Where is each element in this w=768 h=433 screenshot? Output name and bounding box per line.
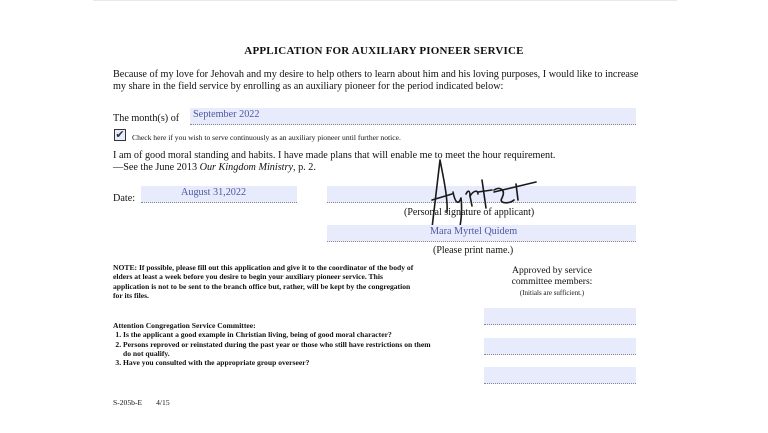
signature-caption: (Personal signature of applicant) <box>404 207 535 218</box>
reference-suffix: , p. 2. <box>292 162 316 174</box>
attention-section <box>113 321 433 367</box>
checkmark-icon: ✔ <box>115 129 125 141</box>
initials-field-1[interactable] <box>484 308 636 325</box>
initials-field-3[interactable] <box>484 367 636 384</box>
approval-heading <box>494 265 610 299</box>
reference-title: Our Kingdom Ministry <box>199 162 293 174</box>
question-item: 2. Persons reproved or reinstated during the past year or those who still have restrictions on them do not qualify. <box>123 340 433 359</box>
approval-line-2: committee members: <box>511 276 593 288</box>
date-label: Date: <box>113 193 136 204</box>
date-field[interactable] <box>141 186 297 203</box>
month-field[interactable] <box>190 108 636 125</box>
approval-line-1: Approved by service <box>512 265 592 276</box>
reference-prefix: —See the June 2013 <box>113 162 198 174</box>
initials-field-2[interactable] <box>484 338 636 355</box>
moral-text: I am of good moral standing and habits. I have made plans that will enable me to meet the hour requirement. <box>113 150 556 161</box>
form-title: APPLICATION FOR AUXILIARY PIONEER SERVICE <box>244 45 524 57</box>
question-item: 1. Is the applicant a good example in Christian living, being of good moral character? <box>123 330 433 339</box>
attention-title: Attention Congregation Service Committee: <box>113 321 256 330</box>
printed-name-caption: (Please print name.) <box>433 245 514 256</box>
form-footer <box>113 398 170 407</box>
checkbox-label: Check here if you wish to serve continuously as an auxiliary pioneer until further notice. <box>132 133 401 142</box>
intro-paragraph: Because of my love for Jehovah and my desire to help others to learn about him and his loving purposes, I would like to increase my share in the field service by enrolling as an auxiliary pioneer for the period indicated below: <box>113 69 639 92</box>
question-item: 3. Have you consulted with the appropriate group overseer? <box>123 358 433 367</box>
reference-line <box>113 162 641 174</box>
continuous-checkbox[interactable] <box>114 129 126 141</box>
note-paragraph: NOTE: If possible, please fill out this application and give it to the coordinator of the body of elders at least a week before you desire to begin your auxiliary pioneer service. This application is not to be sent to the branch office but, rather, will be kept by the congregation for its files. <box>113 263 414 301</box>
date-value: August 31,2022 <box>181 187 247 198</box>
moral-statement <box>113 150 641 175</box>
printed-name-value: Mara Myrtel Quidem <box>430 226 518 237</box>
form-code: S-205b-E <box>113 398 143 407</box>
page-top-edge <box>93 0 677 1</box>
month-label: The month(s) of <box>113 113 180 124</box>
approval-note: (Initials are sufficient.) <box>519 288 585 297</box>
printed-name-field[interactable] <box>327 225 636 242</box>
month-value: September 2022 <box>193 109 260 120</box>
form-date: 4/15 <box>156 398 170 407</box>
